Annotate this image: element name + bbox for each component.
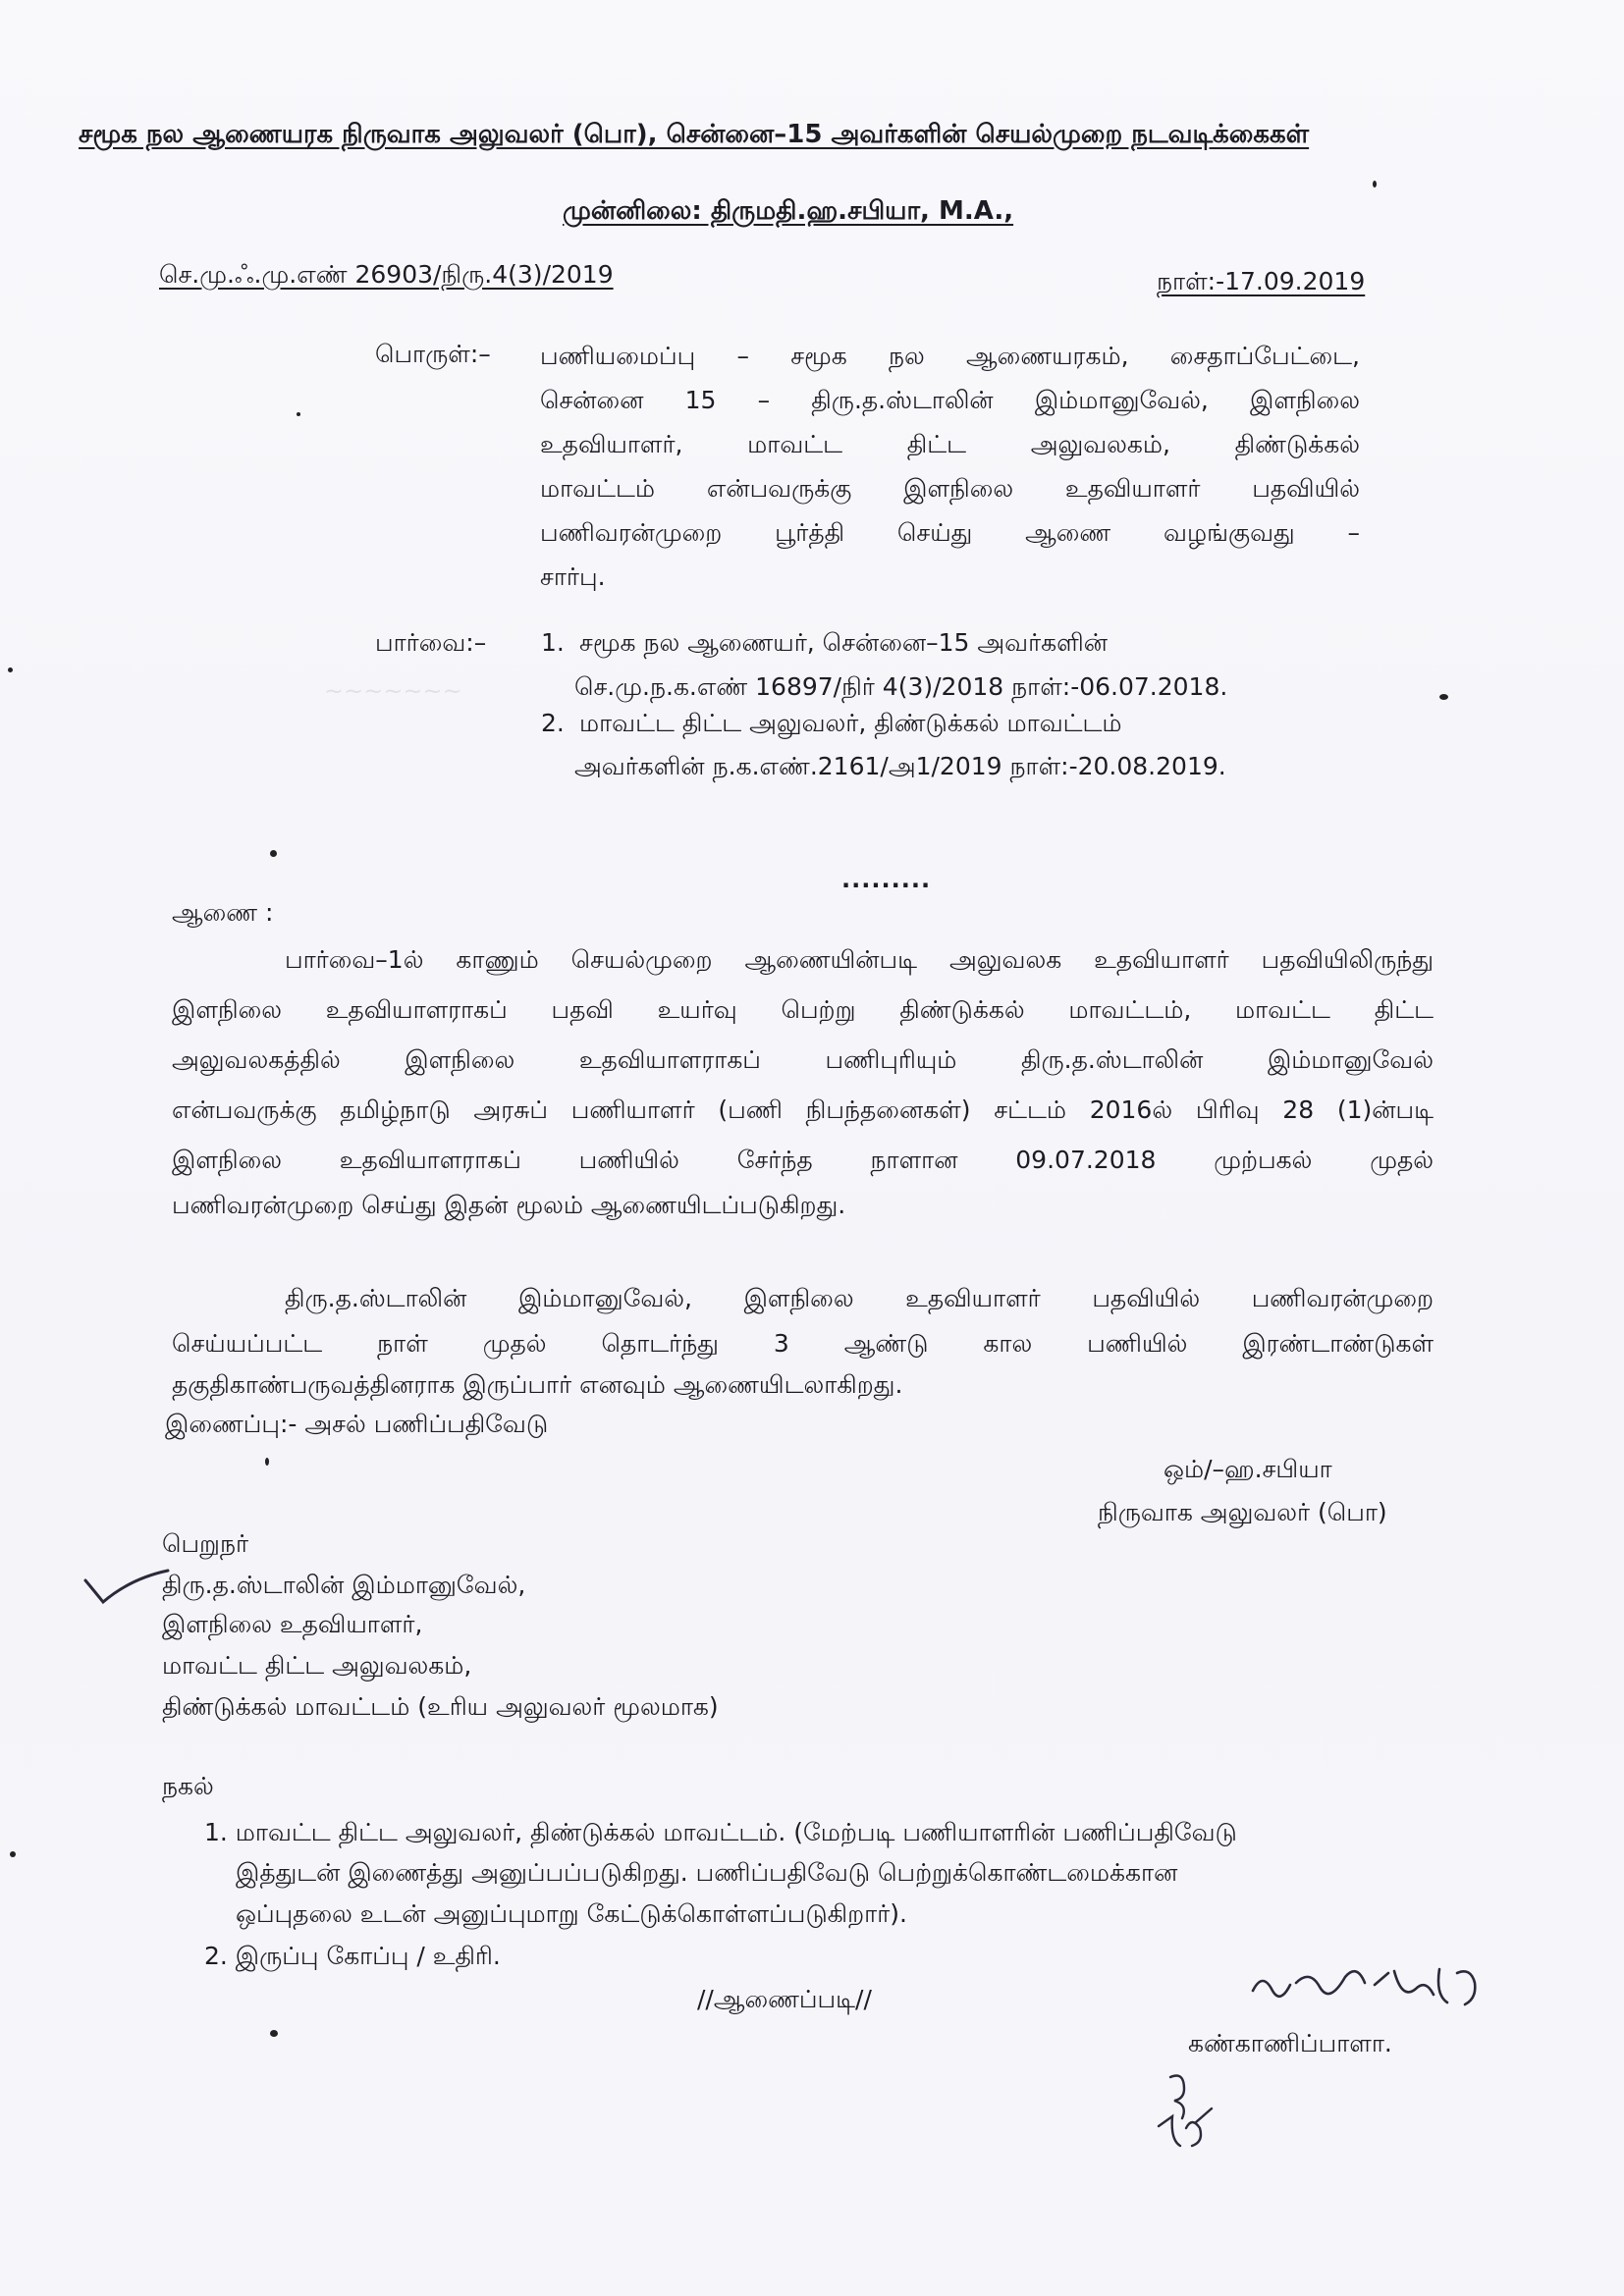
document-date: நாள்:-17.09.2019	[1157, 267, 1366, 295]
scan-speck	[297, 412, 300, 416]
scan-speck	[270, 2030, 278, 2037]
order-paragraph-line: தகுதிகாண்பருவத்தினராக இருப்பார் எனவும் ஆணையிடலாகிறது.	[172, 1370, 903, 1399]
section-divider: .........	[841, 866, 932, 893]
reference-item-line: அவர்களின் ந.க.எண்.2161/அ1/2019 நாள்:-20.08.2019.	[574, 752, 1226, 780]
enclosure-line: இணைப்பு:- அசல் பணிப்பதிவேடு	[165, 1410, 549, 1438]
subject-line: சார்பு.	[540, 562, 606, 591]
scan-speck	[270, 850, 277, 857]
initials-mark-icon	[1151, 2069, 1219, 2158]
reference-item-number: 1.	[541, 628, 565, 657]
recipient-line: மாவட்ட திட்ட அலுவலகம்,	[162, 1651, 472, 1680]
order-paragraph-line: என்பவருக்கு தமிழ்நாடு அரசுப் பணியாளர் (பணி நிபந்தனைகள்) சட்டம் 2016ல் பிரிவு 28 (1)ன்படி	[172, 1095, 1434, 1124]
reference-number: செ.மு.ஃ.மு.எண் 26903/நிரு.4(3)/2019	[159, 260, 614, 289]
by-order-line: //ஆணைப்படி//	[697, 1985, 872, 2013]
order-paragraph-line: இளநிலை உதவியாளராகப் பதவி உயர்வு பெற்று திண்டுக்கல் மாவட்டம், மாவட்ட திட்ட	[172, 995, 1434, 1024]
handwritten-signature-icon	[1247, 1961, 1502, 2020]
scan-speck	[265, 1458, 269, 1466]
signatory-designation: நிருவாக அலுவலர் (பொ)	[1098, 1498, 1387, 1526]
document-title: சமூக நல ஆணையரக நிருவாக அலுவலர் (பொ), சென்னை–15 அவர்களின் செயல்முறை நடவடிக்கைகள்	[79, 120, 1310, 149]
copy-label: நகல்	[162, 1772, 214, 1800]
recipient-label: பெறுநர்	[162, 1529, 249, 1558]
recipient-line: திரு.த.ஸ்டாலின் இம்மானுவேல்,	[162, 1571, 526, 1599]
order-paragraph-line: செய்யப்பட்ட நாள் முதல் தொடர்ந்து 3 ஆண்டு கால பணியில் இரண்டாண்டுகள்	[172, 1329, 1434, 1358]
scan-speck	[8, 667, 13, 672]
scan-speck	[1373, 181, 1377, 187]
scan-speck	[1439, 694, 1448, 700]
reference-item-line: செ.மு.ந.க.எண் 16897/நிர் 4(3)/2018 நாள்:-06.07.2018.	[574, 672, 1228, 701]
order-label: ஆணை :	[172, 898, 274, 927]
copy-item-line: ஒப்புதலை உடன் அனுப்புமாறு கேட்டுக்கொள்ளப்படுகிறார்).	[236, 1899, 907, 1928]
signature-text: ஒம்/–ஹ.சபியா	[1164, 1455, 1332, 1483]
subject-line: பணியமைப்பு – சமூக நல ஆணையரகம், சைதாப்பேட்டை,	[540, 342, 1360, 370]
recipient-line: இளநிலை உதவியாளர்,	[162, 1610, 423, 1638]
copy-item-line: 2. இருப்பு கோப்பு / உதிரி.	[204, 1942, 501, 1970]
subject-line: சென்னை 15 – திரு.த.ஸ்டாலின் இம்மானுவேல், இளநிலை	[540, 386, 1360, 414]
superintendent-designation: கண்காணிப்பாளா.	[1188, 2029, 1392, 2057]
reference-item-line: சமூக நல ஆணையர், சென்னை–15 அவர்களின்	[579, 628, 1109, 657]
order-paragraph-line: பணிவரன்முறை செய்து இதன் மூலம் ஆணையிடப்படுகிறது.	[172, 1191, 846, 1219]
order-paragraph-line: அலுவலகத்தில் இளநிலை உதவியாளராகப் பணிபுரியும் திரு.த.ஸ்டாலின் இம்மானுவேல்	[172, 1045, 1434, 1074]
subject-line: மாவட்டம் என்பவருக்கு இளநிலை உதவியாளர் பதவியில்	[540, 474, 1360, 503]
reference-item-number: 2.	[541, 709, 565, 737]
subject-line: பணிவரன்முறை பூர்த்தி செய்து ஆணை வழங்குவது –	[540, 518, 1360, 547]
order-paragraph-line: திரு.த.ஸ்டாலின் இம்மானுவேல், இளநிலை உதவியாளர் பதவியில் பணிவரன்முறை	[285, 1284, 1434, 1312]
check-mark-icon	[83, 1569, 172, 1608]
scan-speck	[10, 1851, 16, 1857]
recipient-line: திண்டுக்கல் மாவட்டம் (உரிய அலுவலர் மூலமாக)	[162, 1692, 719, 1721]
presence-line: முன்னிலை: திருமதி.ஹ.சபியா, M.A.,	[563, 196, 1014, 226]
references-label: பார்வை:–	[375, 628, 487, 657]
order-paragraph-line: இளநிலை உதவியாளராகப் பணியில் சேர்ந்த நாளான 09.07.2018 முற்பகல் முதல்	[172, 1146, 1434, 1174]
copy-item-line: இத்துடன் இணைத்து அனுப்பப்படுகிறது. பணிப்பதிவேடு பெற்றுக்கொண்டமைக்கான	[236, 1858, 1178, 1887]
reference-item-line: மாவட்ட திட்ட அலுவலர், திண்டுக்கல் மாவட்டம்	[579, 709, 1122, 737]
copy-item-line: 1. மாவட்ட திட்ட அலுவலர், திண்டுக்கல் மாவட்டம். (மேற்படி பணியாளரின் பணிப்பதிவேடு	[204, 1818, 1237, 1846]
subject-line: உதவியாளர், மாவட்ட திட்ட அலுவலகம், திண்டுக்கல்	[540, 430, 1360, 458]
order-paragraph-line: பார்வை–1ல் காணும் செயல்முறை ஆணையின்படி அலுவலக உதவியாளர் பதவியிலிருந்து	[285, 945, 1434, 974]
bleed-through-shadow: ~~~~~~~	[324, 677, 462, 705]
subject-label: பொருள்:–	[375, 340, 491, 368]
